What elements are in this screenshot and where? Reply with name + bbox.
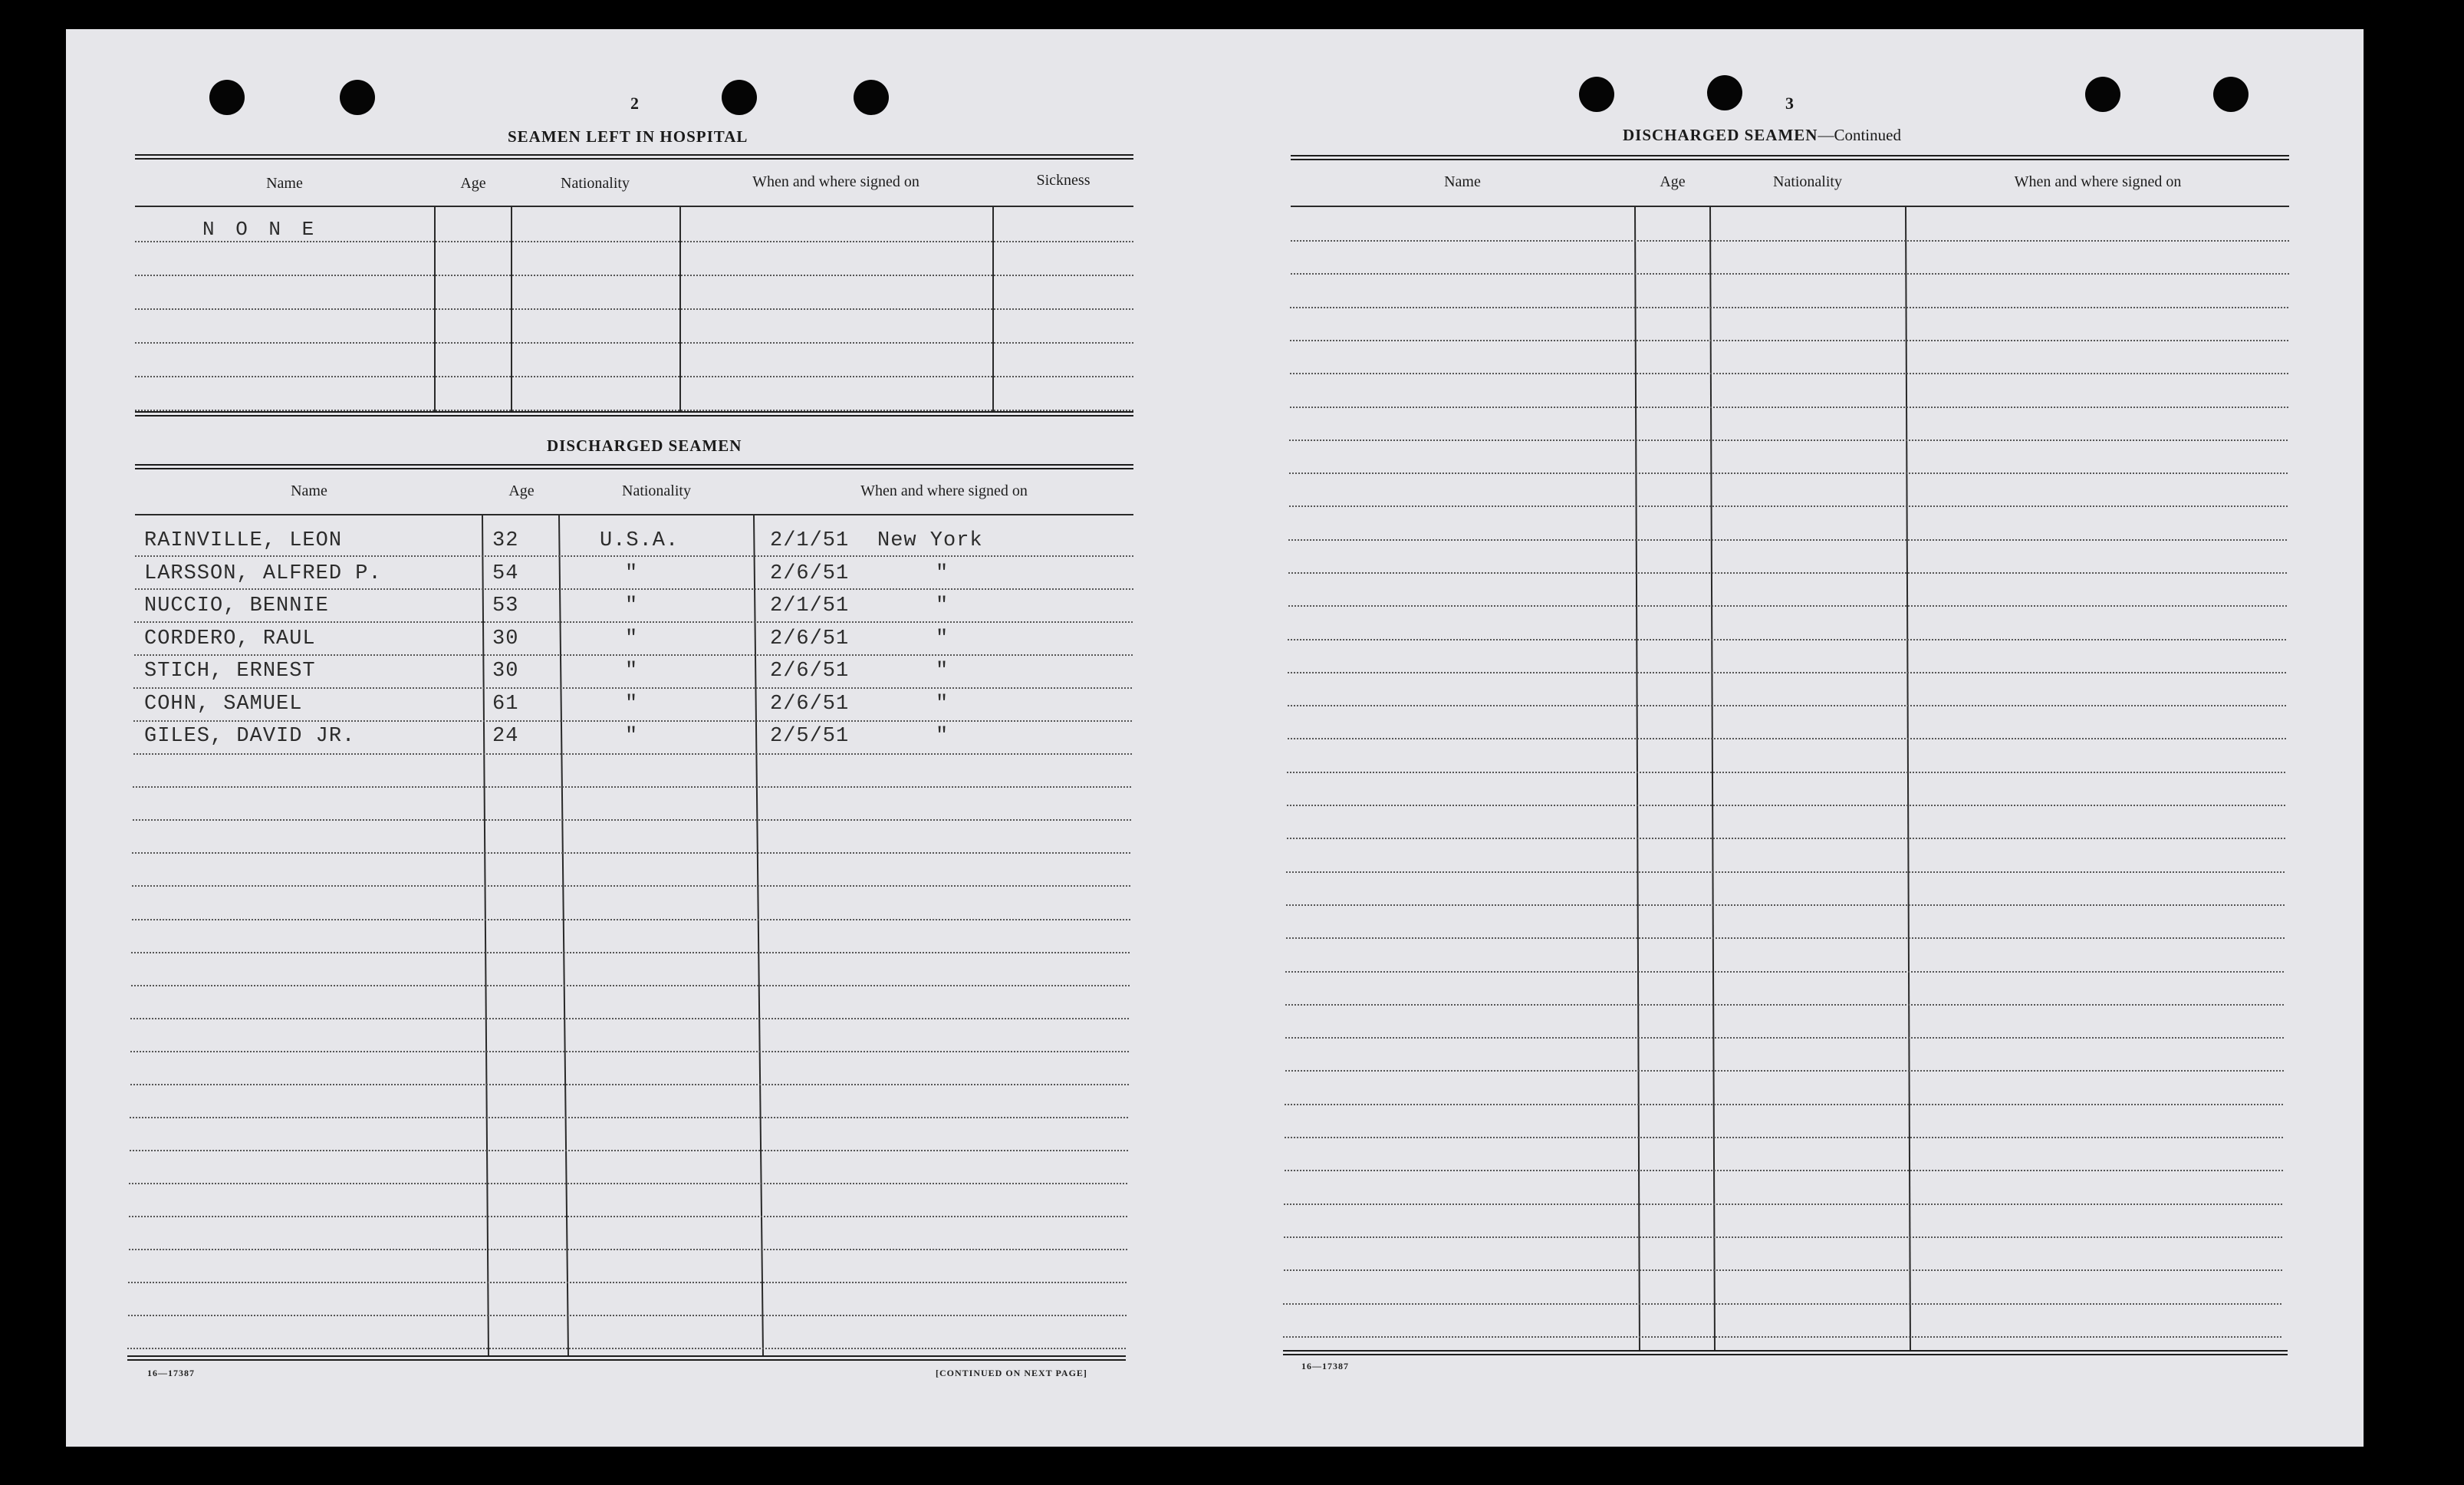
row-line xyxy=(134,621,1133,623)
continued-bottom-rule xyxy=(1283,1350,2288,1355)
row-line xyxy=(135,342,1133,344)
signed-on-date: 2/6/51 xyxy=(770,693,850,716)
row-line xyxy=(1285,1004,2284,1006)
row-line xyxy=(1290,340,2288,341)
row-line xyxy=(1287,805,2285,806)
signed-on-date: 2/6/51 xyxy=(770,627,850,650)
continued-title-main: DISCHARGED SEAMEN xyxy=(1623,126,1818,144)
row-line xyxy=(1287,772,2285,773)
hospital-header-nationality: Nationality xyxy=(561,175,630,192)
row-line xyxy=(1284,1236,2282,1238)
row-line xyxy=(131,952,1130,953)
discharged-header-signed-on: When and where signed on xyxy=(860,482,1028,499)
continued-header-rule xyxy=(1291,206,2289,207)
seaman-name: STICH, ERNEST xyxy=(144,660,316,683)
hospital-header-name: Name xyxy=(266,175,303,192)
row-line xyxy=(1285,1070,2284,1072)
discharged-bottom-rule xyxy=(127,1355,1126,1361)
row-line xyxy=(1286,904,2285,906)
row-line xyxy=(1291,240,2289,242)
hospital-header-age: Age xyxy=(460,175,486,192)
seaman-name: NUCCIO, BENNIE xyxy=(144,594,329,617)
row-line xyxy=(1288,572,2287,574)
row-line xyxy=(1285,1137,2283,1138)
seaman-age: 30 xyxy=(492,660,519,683)
row-line xyxy=(135,376,1133,377)
page-number: 3 xyxy=(1785,94,1794,113)
continued-section-title xyxy=(1623,126,1901,145)
row-line xyxy=(1287,838,2285,839)
seaman-age: 24 xyxy=(492,725,519,748)
row-line xyxy=(135,241,1133,242)
row-line xyxy=(1285,971,2284,973)
row-line xyxy=(1286,937,2285,939)
row-line xyxy=(1289,505,2288,507)
row-line xyxy=(128,1282,1127,1283)
row-line xyxy=(131,985,1130,986)
punch-hole xyxy=(2085,77,2120,112)
row-line xyxy=(132,852,1130,854)
punch-hole xyxy=(722,80,757,115)
row-line xyxy=(1288,639,2286,640)
seaman-nationality: " xyxy=(625,627,639,650)
discharged-section-title: DISCHARGED SEAMEN xyxy=(547,436,742,455)
row-line xyxy=(1284,1203,2282,1205)
row-line xyxy=(135,555,1133,557)
row-line xyxy=(1288,672,2286,673)
continued-header-nationality: Nationality xyxy=(1773,173,1842,190)
row-line xyxy=(1283,1303,2281,1305)
continued-header-age: Age xyxy=(1660,173,1686,190)
seaman-nationality: " xyxy=(625,693,639,716)
signed-on-place: " xyxy=(936,627,949,650)
row-line xyxy=(1284,1269,2282,1271)
row-line xyxy=(1285,1037,2284,1039)
row-line xyxy=(135,308,1133,310)
punch-hole xyxy=(854,80,889,115)
signed-on-date: 2/1/51 xyxy=(770,594,850,617)
signed-on-date: 2/6/51 xyxy=(770,660,850,683)
discharged-header-age: Age xyxy=(508,482,535,499)
row-line xyxy=(1291,273,2289,275)
row-line xyxy=(130,1150,1128,1151)
punch-hole xyxy=(209,80,245,115)
continued-title-suffix: —Continued xyxy=(1818,126,1901,144)
row-line xyxy=(134,654,1133,656)
seaman-nationality: " xyxy=(625,725,639,748)
form-number: 16—17387 xyxy=(147,1368,195,1378)
signed-on-place: " xyxy=(936,725,949,748)
row-line xyxy=(129,1249,1127,1250)
row-line xyxy=(130,1051,1129,1052)
row-line xyxy=(128,1315,1127,1316)
row-line xyxy=(130,1018,1129,1019)
row-line xyxy=(133,819,1131,821)
row-line xyxy=(132,885,1130,887)
row-line xyxy=(133,720,1132,722)
seaman-name: RAINVILLE, LEON xyxy=(144,529,343,552)
seaman-age: 30 xyxy=(492,627,519,650)
seaman-name: GILES, DAVID JR. xyxy=(144,725,356,748)
punch-hole xyxy=(1579,77,1614,112)
signed-on-place: " xyxy=(936,562,949,585)
row-line xyxy=(1289,440,2288,441)
seaman-name: COHN, SAMUEL xyxy=(144,693,303,716)
row-line xyxy=(1290,307,2288,308)
discharged-header-nationality: Nationality xyxy=(622,482,691,499)
page-number: 2 xyxy=(630,94,639,113)
row-line xyxy=(133,786,1131,788)
seaman-nationality: " xyxy=(625,594,639,617)
row-line xyxy=(1290,407,2288,408)
hospital-header-signed-on: When and where signed on xyxy=(752,173,919,190)
row-line xyxy=(1288,539,2287,541)
row-line xyxy=(1288,705,2286,706)
row-line xyxy=(133,687,1132,689)
punch-hole xyxy=(1707,75,1742,110)
hospital-section-title: SEAMEN LEFT IN HOSPITAL xyxy=(508,127,748,146)
seaman-name: LARSSON, ALFRED P. xyxy=(144,562,382,585)
signed-on-place: " xyxy=(936,693,949,716)
continued-header-name: Name xyxy=(1444,173,1481,190)
row-line xyxy=(1286,871,2285,873)
signed-on-place: New York xyxy=(877,529,983,552)
row-line xyxy=(133,753,1132,755)
seaman-nationality: " xyxy=(625,660,639,683)
row-line xyxy=(1289,472,2288,474)
row-line xyxy=(1290,373,2288,374)
seaman-age: 61 xyxy=(492,693,519,716)
hospital-bottom-rule xyxy=(135,411,1133,417)
continued-note: [CONTINUED ON NEXT PAGE] xyxy=(936,1368,1087,1378)
row-line xyxy=(130,1117,1128,1118)
row-line xyxy=(135,588,1133,590)
row-line xyxy=(1288,605,2287,607)
signed-on-date: 2/5/51 xyxy=(770,725,850,748)
row-line xyxy=(129,1216,1127,1217)
row-line xyxy=(130,1084,1129,1085)
form-number: 16—17387 xyxy=(1301,1361,1349,1371)
row-line xyxy=(127,1348,1126,1349)
seaman-age: 54 xyxy=(492,562,519,585)
row-line xyxy=(135,275,1133,276)
discharged-header-name: Name xyxy=(291,482,327,499)
discharged-header-rule xyxy=(135,514,1133,515)
continued-top-rule xyxy=(1291,155,2289,160)
row-line xyxy=(1283,1336,2281,1338)
seaman-nationality: " xyxy=(625,562,639,585)
signed-on-date: 2/6/51 xyxy=(770,562,850,585)
hospital-header-rule xyxy=(135,206,1133,207)
row-line xyxy=(132,919,1130,920)
hospital-top-rule xyxy=(135,154,1133,160)
punch-hole xyxy=(340,80,375,115)
punch-hole xyxy=(2213,77,2249,112)
continued-header-signed-on: When and where signed on xyxy=(2014,173,2182,190)
seaman-name: CORDERO, RAUL xyxy=(144,627,316,650)
signed-on-place: " xyxy=(936,660,949,683)
signed-on-date: 2/1/51 xyxy=(770,529,850,552)
signed-on-place: " xyxy=(936,594,949,617)
row-line xyxy=(1285,1170,2283,1171)
seaman-age: 53 xyxy=(492,594,519,617)
row-line xyxy=(1288,738,2286,739)
seaman-nationality: U.S.A. xyxy=(600,529,679,552)
hospital-entry: N O N E xyxy=(202,218,319,241)
discharged-top-rule xyxy=(135,464,1133,469)
row-line xyxy=(1285,1104,2283,1105)
row-line xyxy=(129,1183,1127,1184)
hospital-header-sickness: Sickness xyxy=(1036,172,1091,189)
seaman-age: 32 xyxy=(492,529,519,552)
